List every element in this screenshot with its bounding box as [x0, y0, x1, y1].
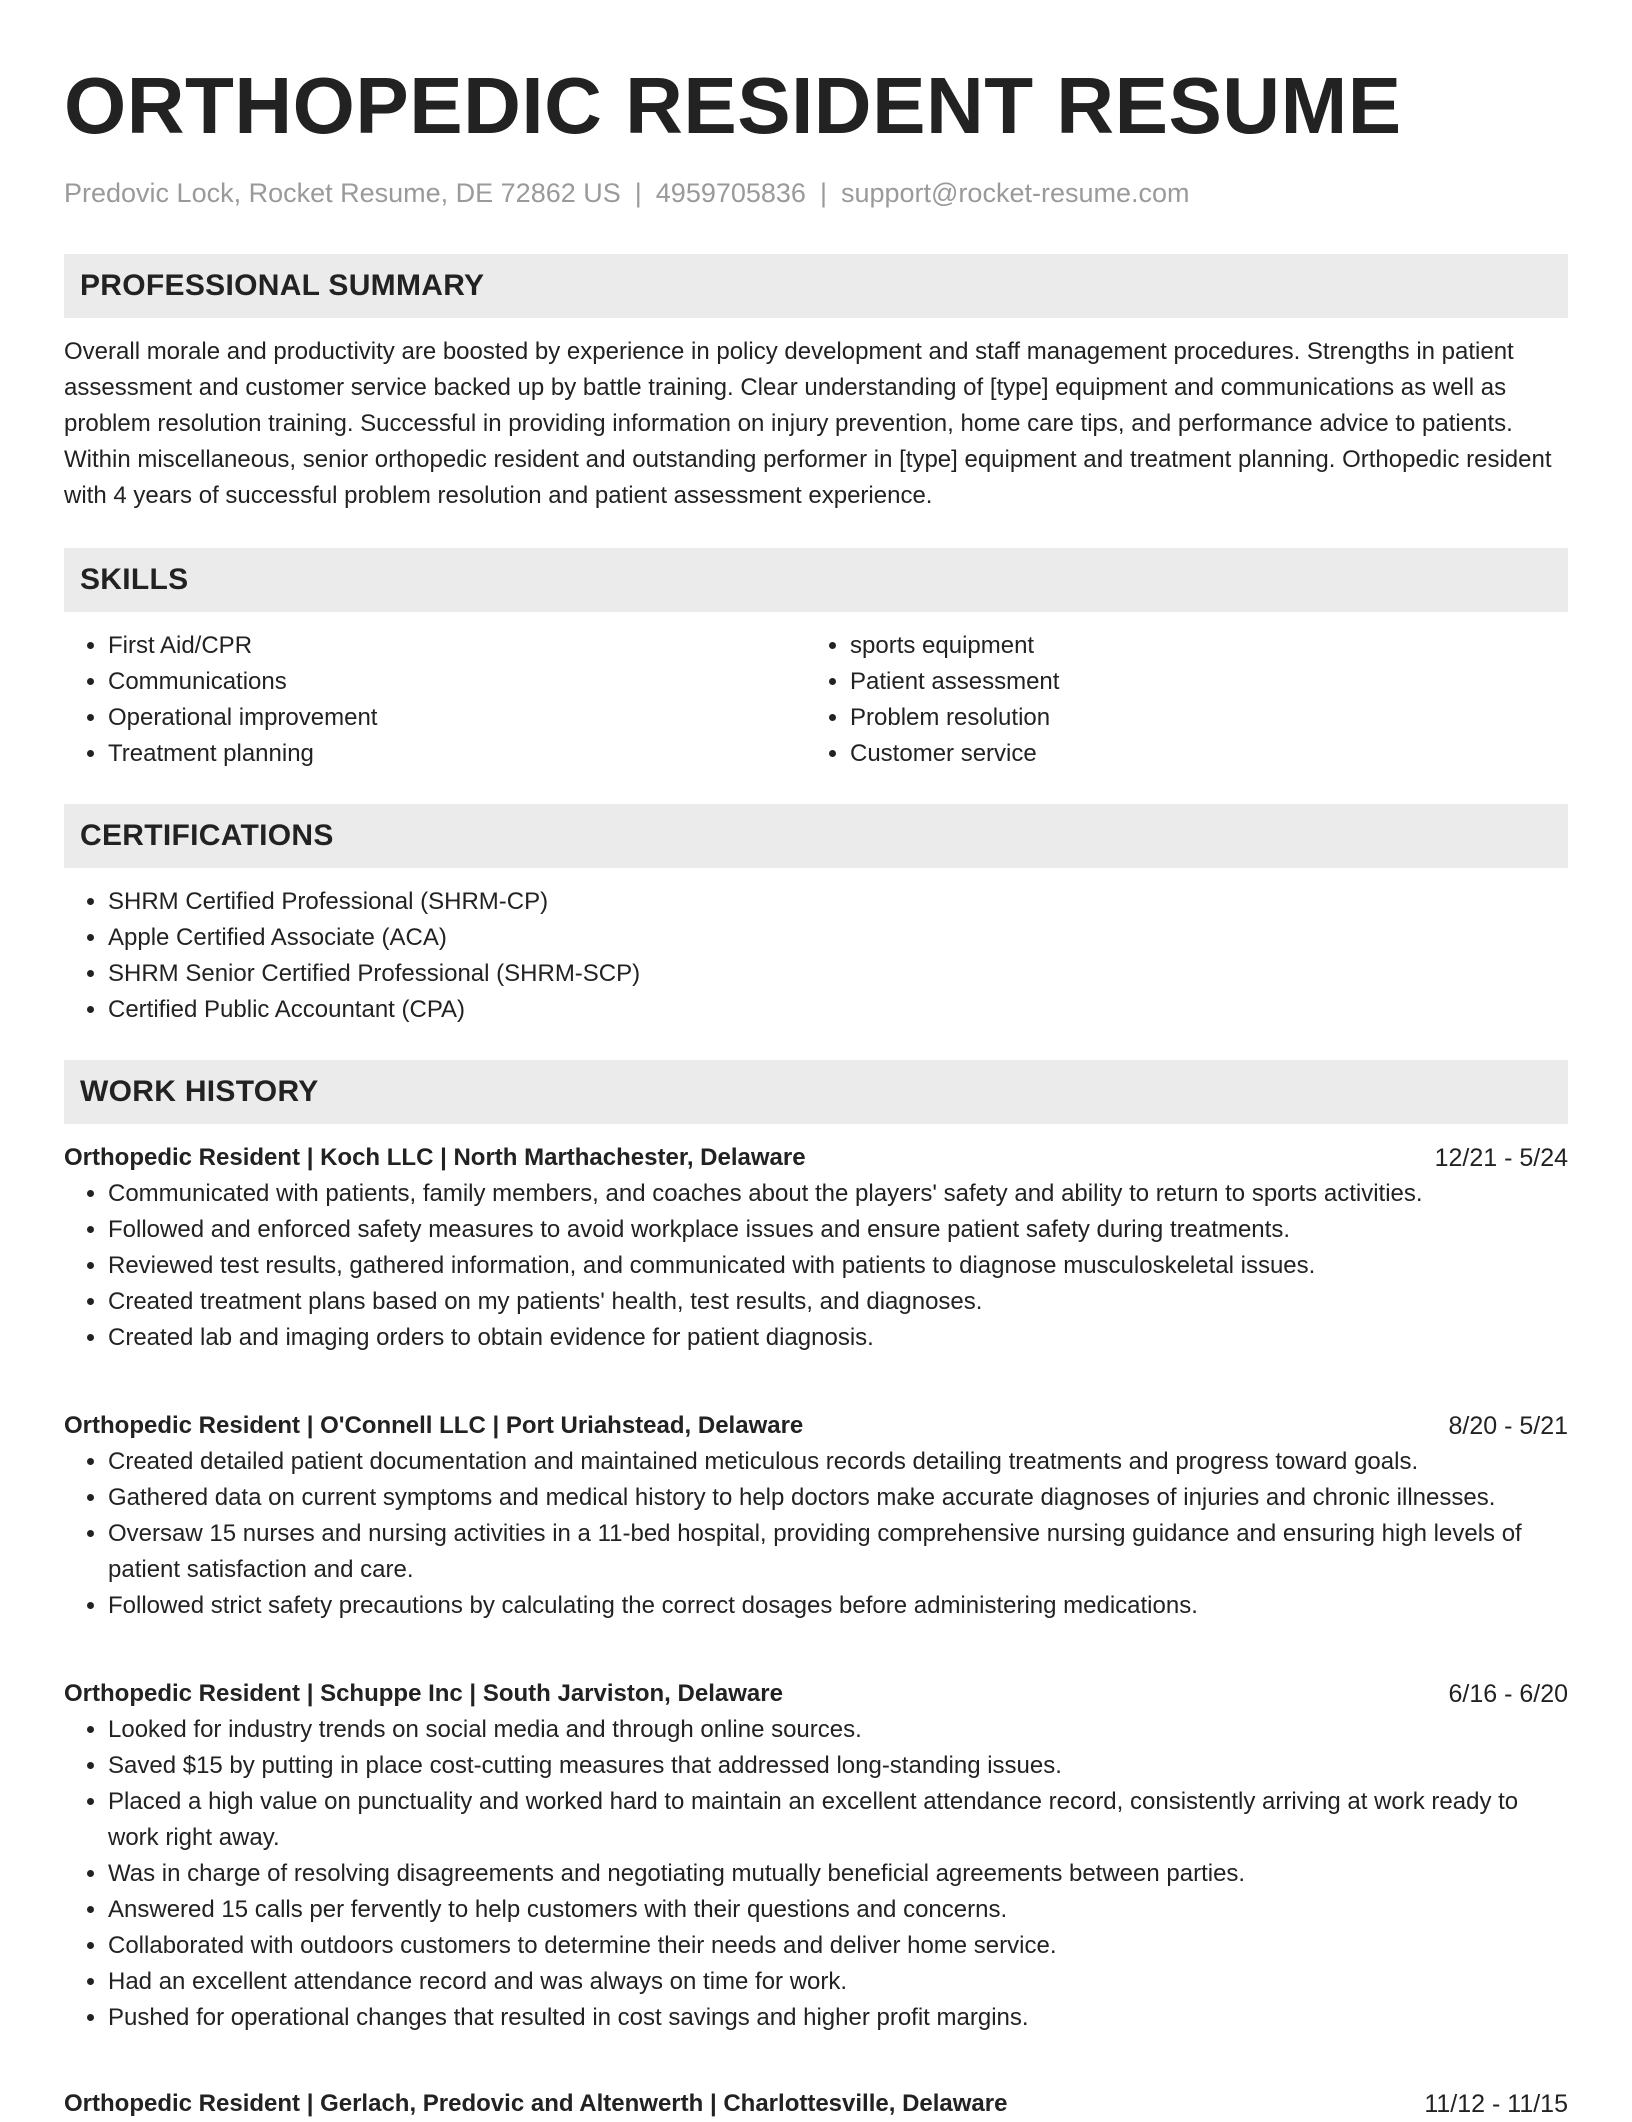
job-header: [64, 1676, 1568, 1712]
job-title: Orthopedic Resident | O'Connell LLC | Port Uriahstead, Delaware: [64, 1412, 804, 1439]
job-bullet: • Had an excellent attendance record and was always on time for work.: [108, 1964, 1568, 2000]
job-dates: 12/21 - 5/24: [1434, 1144, 1568, 1172]
section-heading: SKILLS: [64, 548, 1568, 612]
job-dates: 8/20 - 5/21: [1448, 1412, 1568, 1440]
job-bullet: • Followed and enforced safety measures to avoid workplace issues and ensure patient safety during treatments.: [108, 1212, 1568, 1248]
job-bullet: • Collaborated with outdoors customers to determine their needs and deliver home service.: [108, 1928, 1568, 1964]
job-bullet: • Created detailed patient documentation and maintained meticulous records detailing treatments and progress toward goals.: [108, 1444, 1568, 1480]
certification-item: • Certified Public Accountant (CPA): [108, 992, 1568, 1028]
skills-section: [64, 548, 1568, 772]
skills-column-right: [806, 628, 1548, 772]
job-header: [64, 1140, 1568, 1176]
professional-summary-section: [64, 254, 1568, 514]
section-heading: PROFESSIONAL SUMMARY: [64, 254, 1568, 318]
job-entry: [64, 1140, 1568, 1356]
skill-item: • Patient assessment: [850, 664, 1548, 700]
job-bullet: • Oversaw 15 nurses and nursing activities in a 11-bed hospital, providing comprehensive nursing guidance and ensuring high levels of patient satisfaction and care.: [108, 1516, 1568, 1588]
job-bullet: • Communicated with patients, family members, and coaches about the players' safety and ability to return to sports activities.: [108, 1176, 1568, 1212]
job-bullet: • Reviewed test results, gathered information, and communicated with patients to diagnose musculoskeletal issues.: [108, 1248, 1568, 1284]
contact-separator: |: [634, 178, 642, 208]
resume-title: ORTHOPEDIC RESIDENT RESUME: [64, 61, 1402, 150]
job-bullet: • Placed a high value on punctuality and worked hard to maintain an excellent attendance record, consistently arriving at work ready to work right away.: [108, 1784, 1568, 1856]
job-header: [64, 2086, 1568, 2122]
resume-page: [64, 0, 1568, 2118]
contact-separator: |: [819, 178, 827, 208]
contact-email: support@rocket-resume.com: [840, 178, 1190, 208]
skill-item: • Treatment planning: [108, 736, 806, 772]
skill-item: • Customer service: [850, 736, 1548, 772]
summary-text: Overall morale and productivity are boosted by experience in policy development and staff management procedures. Strengths in patient assessment and customer service backed up by battle training. Clear understanding of [type] equipment and communications as well as problem resolution training. Successful in providing information on injury prevention, home care tips, and performance advice to patients. Within miscellaneous, senior orthopedic resident and outstanding performer in [type] equipment and treatment planning. Orthopedic resident with 4 years of successful problem resolution and patient assessment experience.: [64, 338, 1552, 509]
job-bullet: • Saved $15 by putting in place cost-cutting measures that addressed long-standing issues.: [108, 1748, 1568, 1784]
job-title: Orthopedic Resident | Schuppe Inc | South Jarviston, Delaware: [64, 1680, 783, 1707]
job-bullet: • Followed strict safety precautions by calculating the correct dosages before administering medications.: [108, 1588, 1568, 1624]
job-title: Orthopedic Resident | Koch LLC | North Marthachester, Delaware: [64, 1144, 806, 1171]
contact-phone: 4959705836: [655, 178, 806, 208]
section-heading: CERTIFICATIONS: [64, 804, 1568, 868]
job-bullets: [64, 1176, 1568, 1356]
certifications-list: [64, 884, 1568, 1028]
work-history-section: [64, 1060, 1568, 1124]
job-title: Orthopedic Resident | Gerlach, Predovic and Altenwerth | Charlottesville, Delaware: [64, 2090, 1008, 2117]
job-dates: 11/12 - 11/15: [1424, 2090, 1568, 2118]
job-header: [64, 1408, 1568, 1444]
certification-item: • SHRM Certified Professional (SHRM-CP): [108, 884, 1568, 920]
contact-address: Predovic Lock, Rocket Resume, DE 72862 US: [64, 178, 621, 208]
job-entry: [64, 2086, 1568, 2122]
skills-grid: [64, 628, 1568, 772]
job-bullet: • Gathered data on current symptoms and medical history to help doctors make accurate diagnoses of injuries and chronic illnesses.: [108, 1480, 1568, 1516]
skills-column-left: [64, 628, 806, 772]
job-bullets: [64, 1444, 1568, 1624]
skill-item: • First Aid/CPR: [108, 628, 806, 664]
job-bullet: • Was in charge of resolving disagreements and negotiating mutually beneficial agreements between parties.: [108, 1856, 1568, 1892]
contact-line: [64, 176, 1568, 210]
skill-item: • sports equipment: [850, 628, 1548, 664]
skill-item: • Communications: [108, 664, 806, 700]
job-bullet: • Answered 15 calls per fervently to help customers with their questions and concerns.: [108, 1892, 1568, 1928]
job-bullet: • Created lab and imaging orders to obtain evidence for patient diagnosis.: [108, 1320, 1568, 1356]
certification-item: • SHRM Senior Certified Professional (SHRM-SCP): [108, 956, 1568, 992]
job-bullet: • Looked for industry trends on social media and through online sources.: [108, 1712, 1568, 1748]
job-bullets: [64, 1712, 1568, 2036]
section-heading: WORK HISTORY: [64, 1060, 1568, 1124]
job-bullet: • Pushed for operational changes that resulted in cost savings and higher profit margins.: [108, 2000, 1568, 2036]
certifications-section: [64, 804, 1568, 1028]
job-dates: 6/16 - 6/20: [1448, 1680, 1568, 1708]
skill-item: • Operational improvement: [108, 700, 806, 736]
job-bullet: • Created treatment plans based on my patients' health, test results, and diagnoses.: [108, 1284, 1568, 1320]
certification-item: • Apple Certified Associate (ACA): [108, 920, 1568, 956]
job-entry: [64, 1676, 1568, 2036]
skill-item: • Problem resolution: [850, 700, 1548, 736]
job-entry: [64, 1408, 1568, 1624]
